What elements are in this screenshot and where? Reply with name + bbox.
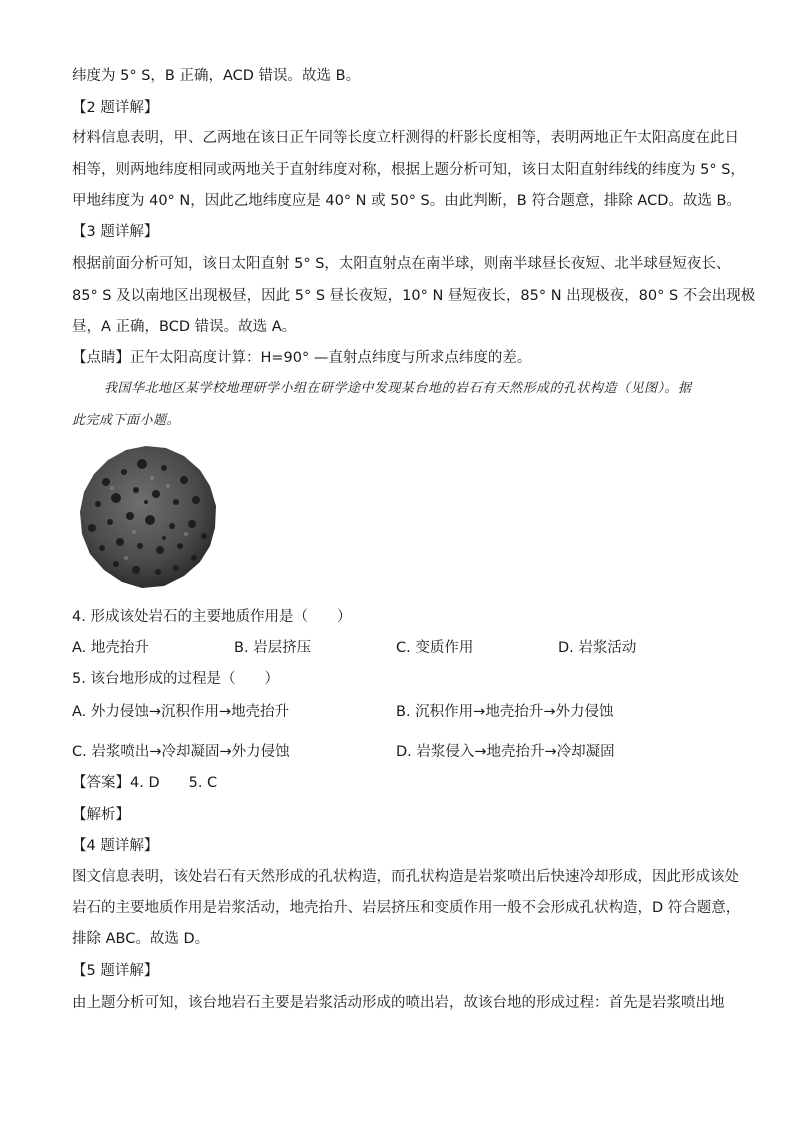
answer-line: 【答案】4. D 5. C [72, 775, 218, 791]
question-5-stem: 5. 该台地形成的过程是（ ） [72, 671, 279, 687]
text-line: 甲地纬度为 40° N，因此乙地纬度应是 40° N 或 50° S。由此判断，B 符合题意，排除 ACD。故选 B。 [72, 193, 741, 209]
text-line: 排除 ABC。故选 D。 [72, 931, 210, 947]
section-heading: 【3 题详解】 [72, 224, 159, 240]
text-line: 岩石的主要地质作用是岩浆活动，地壳抬升、岩层挤压和变质作用一般不会形成孔状构造，D 符合题意， [72, 900, 741, 916]
q5-option-b: B. 沉积作用→地壳抬升→外力侵蚀 [396, 704, 614, 720]
text-line: 由上题分析可知，该台地岩石主要是岩浆活动形成的喷出岩，故该台地的形成过程：首先是岩浆喷出地 [72, 995, 725, 1011]
text-line: 纬度为 5° S，B 正确，ACD 错误。故选 B。 [72, 68, 361, 84]
q5-option-a: A. 外力侵蚀→沉积作用→地壳抬升 [72, 704, 290, 720]
text-line: 图文信息表明，该处岩石有天然形成的孔状构造，而孔状构造是岩浆喷出后快速冷却形成，因此形成该处 [72, 869, 739, 885]
text-line: 根据前面分析可知，该日太阳直射 5° S，太阳直射点在南半球，则南半球昼长夜短、北半球昼短夜长、 [72, 256, 731, 272]
q4-option-c: C. 变质作用 [396, 640, 474, 656]
question-4-stem: 4. 形成该处岩石的主要地质作用是（ ） [72, 609, 352, 625]
section-heading: 【2 题详解】 [72, 100, 159, 116]
section-heading: 【4 题详解】 [72, 838, 159, 854]
analysis-heading: 【解析】 [72, 807, 130, 823]
q4-option-d: D. 岩浆活动 [558, 640, 637, 656]
text-line: 材料信息表明，甲、乙两地在该日正午同等长度立杆测得的杆影长度相等，表明两地正午太阳高度在此日 [72, 130, 739, 146]
q5-option-c: C. 岩浆喷出→冷却凝固→外力侵蚀 [72, 744, 290, 760]
tip-line: 【点睛】正午太阳高度计算：H=90° —直射点纬度与所求点纬度的差。 [72, 350, 532, 366]
section-heading: 【5 题详解】 [72, 963, 159, 979]
text-line: 昼，A 正确，BCD 错误。故选 A。 [72, 319, 297, 335]
q4-option-a: A. 地壳抬升 [72, 640, 149, 656]
material-line: 我国华北地区某学校地理研学小组在研学途中发现某台地的岩石有天然形成的孔状构造（见图）。据 [104, 381, 692, 396]
text-line: 相等，则两地纬度相同或两地关于直射纬度对称，根据上题分析可知，该日太阳直射纬线的纬度为 5° S， [72, 162, 745, 178]
q4-option-b: B. 岩层挤压 [234, 640, 312, 656]
material-line: 此完成下面小题。 [72, 413, 181, 428]
porous-rock-image [76, 442, 220, 592]
text-line: 85° S 及以南地区出现极昼，因此 5° S 昼长夜短，10° N 昼短夜长，85° N 出现极夜，80° S 不会出现极 [72, 288, 756, 304]
q5-option-d: D. 岩浆侵入→地壳抬升→冷却凝固 [396, 744, 615, 760]
